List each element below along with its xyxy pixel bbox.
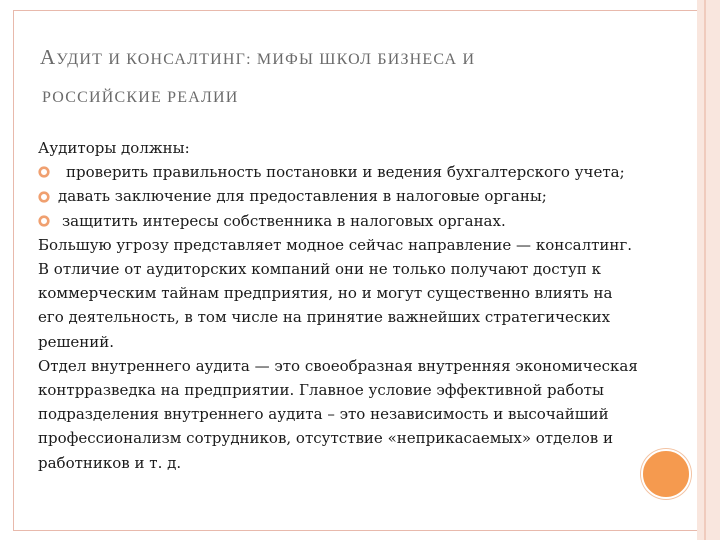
title-line-2: РОССИЙСКИЕ РЕАЛИИ: [42, 89, 239, 106]
orange-circle-decoration: [641, 449, 691, 499]
circle-ring-bullet-icon: [38, 215, 50, 227]
paragraph-line: его деятельность, в том числе на принятие важнейших стратегических: [38, 308, 611, 327]
paragraph-line: профессионализм сотрудников, отсутствие «неприкасаемых» отделов и: [38, 429, 613, 448]
right-decor-line: [704, 0, 706, 540]
title-first-capital: А: [40, 45, 57, 69]
paragraph-line: коммерческим тайнам предприятия, но и могут существенно влиять на: [38, 284, 613, 303]
right-decor-strip: [697, 0, 720, 540]
bullet-text: проверить правильность постановки и ведения бухгалтерского учета;: [66, 163, 625, 182]
intro-text: Аудиторы должны:: [38, 139, 190, 157]
paragraph-internal-audit: [38, 354, 688, 475]
circle-ring-bullet-icon: [38, 191, 50, 203]
circle-ring-bullet-icon: [38, 166, 50, 178]
paragraph-line: В отличие от аудиторских компаний они не только получают доступ к: [38, 260, 601, 279]
bullet-text: давать заключение для предоставления в налоговые органы;: [58, 187, 547, 206]
paragraph-line: контрразведка на предприятии. Главное условие эффективной работы: [38, 381, 604, 400]
paragraph-line: Отдел внутреннего аудита — это своеобразная внутренняя экономическая: [38, 356, 638, 375]
paragraph-line: работников и т. д.: [38, 453, 182, 472]
paragraph-line: Большую угрозу представляет модное сейчас направление — консалтинг.: [38, 235, 633, 254]
slide-body: [38, 136, 688, 475]
bullet-item: [38, 184, 688, 208]
paragraph-line: решений.: [38, 332, 115, 351]
title-line-1: УДИТ И КОНСАЛТИНГ: МИФЫ ШКОЛ БИЗНЕСА И: [56, 51, 476, 68]
bullet-item: [38, 160, 688, 184]
paragraph-consulting: [38, 233, 688, 354]
paragraph-line: подразделения внутреннего аудита – это независимость и высочайший: [38, 405, 609, 424]
bullet-text: защитить интересы собственника в налоговых органах.: [62, 211, 506, 230]
bullet-item: [38, 209, 688, 233]
slide-title: [40, 38, 700, 117]
